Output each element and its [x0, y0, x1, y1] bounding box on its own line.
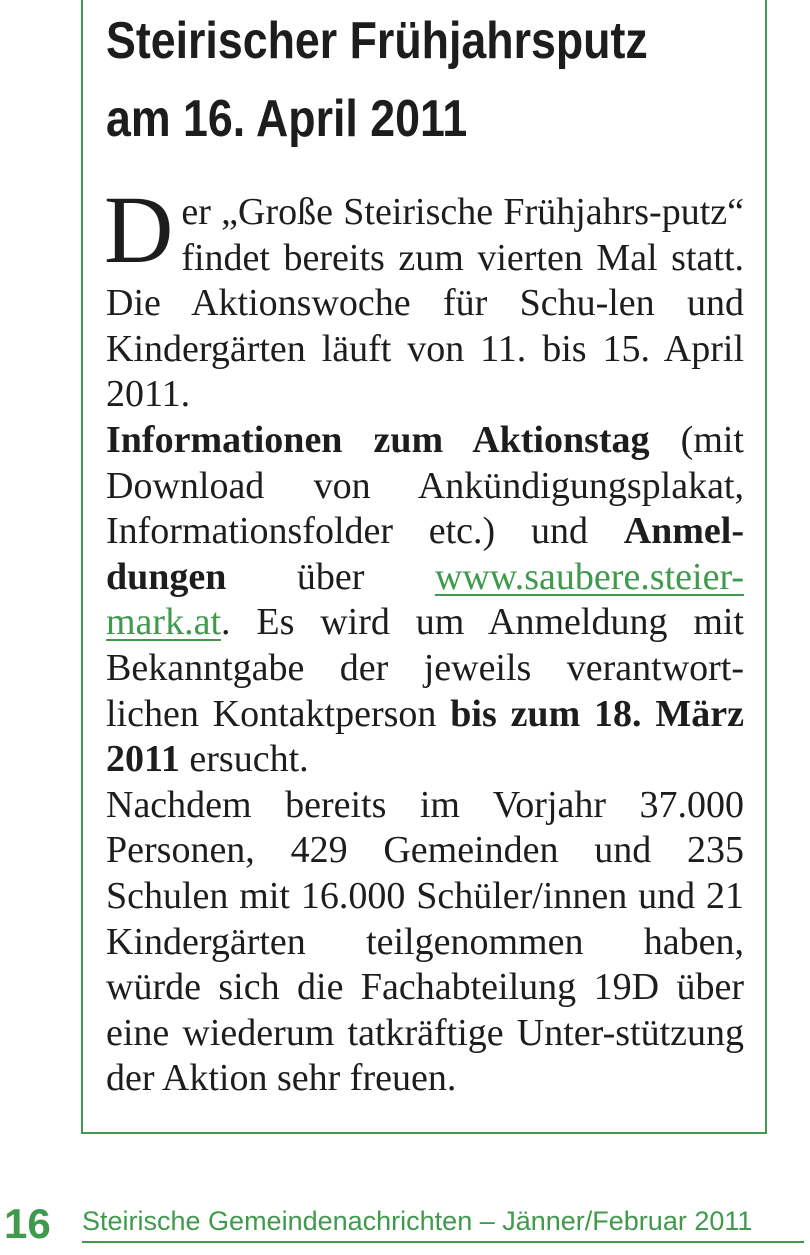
info-text: (mit Download von Ankündigungsplakat, Informationsfolder etc.) und [106, 418, 744, 553]
deadline-bold: bis zum 18. März 2011 [106, 692, 744, 781]
paragraph-registration [106, 418, 744, 783]
info-heading-bold: Informationen zum Aktionstag [106, 418, 650, 461]
registration-bold: Anmel-dungen [106, 510, 744, 598]
page-footer [0, 1196, 810, 1248]
paragraph-statistics [106, 783, 744, 1102]
headline-line-2: am 16. April 2011 [106, 90, 468, 148]
request-text: . Es wird um Anmeldung mit Bekanntgabe der jeweils verantwort-lichen Kontaktperson [106, 601, 744, 735]
paragraph-intro [104, 176, 744, 418]
intro-text: er „Große Steirische Frühjahrs-putz“ findet bereits zum vierten Mal statt. Die Aktionswoche für Schu-len und Kindergärten läuft von 11. bis 15. April 2011. [106, 191, 744, 416]
headline-line-1: Steirischer Frühjahrsputz [106, 12, 648, 70]
drop-cap: D [104, 176, 174, 283]
page-number: 16 [4, 1200, 51, 1247]
statistics-text: Nachdem bereits im Vorjahr 37.000 Personen, 429 Gemeinden und 235 Schulen mit 16.000 Schüler/innen und 21 Kindergärten teilgenommen haben, würde sich die Fachabteilung 19D über eine wiederum tatkräftige Unter-stützung der Aktion sehr freuen. [106, 783, 744, 1100]
request-end-text: ersucht. [179, 738, 309, 781]
via-text: über [226, 555, 435, 598]
article-headline [106, 2, 674, 158]
website-link[interactable]: www.saubere.steier-mark.at [106, 555, 744, 644]
footer-rule [82, 1241, 804, 1243]
article-body [104, 176, 744, 1102]
publication-name: Steirische Gemeindenachrichten – Jänner/Februar 2011 [82, 1206, 753, 1236]
